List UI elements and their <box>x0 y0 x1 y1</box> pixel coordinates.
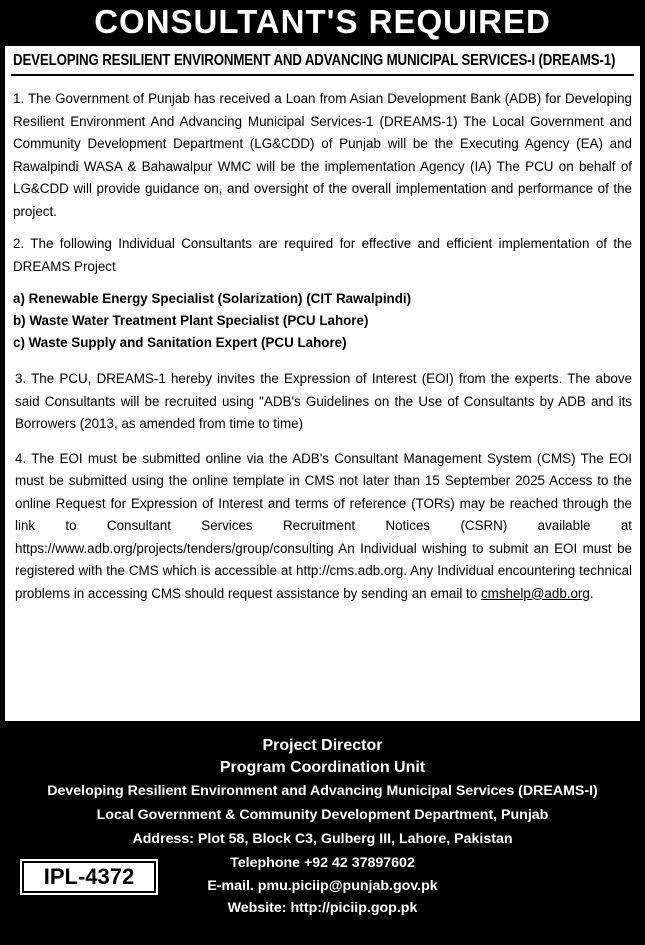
position-item: a) Renewable Energy Specialist (Solarization) (CIT Rawalpindi) <box>13 291 412 306</box>
footer-website[interactable]: Website: http://piciip.gop.pk <box>227 900 418 916</box>
paragraph-3: 3. The PCU, DREAMS-1 hereby invites the Expression of Interest (EOI) from the experts. The above said Consultants will be recruited using "ADB's Guidelines on the Use of Consultants by ADB and its Borrowers (2013, as amended from time to time) <box>15 371 632 431</box>
footer-telephone: Telephone +92 42 37897602 <box>230 855 415 871</box>
contact-footer <box>0 727 645 945</box>
ipl-code-badge: IPL-4372 <box>22 861 156 893</box>
footer-project: Developing Resilient Environment and Advancing Municipal Services (DREAMS-I) <box>47 783 598 799</box>
footer-unit: Program Coordination Unit <box>219 759 426 776</box>
paragraph-4 <box>15 448 632 606</box>
footer-department: Local Government & Community Development Department, Punjab <box>96 807 549 823</box>
footer-email[interactable]: E-mail. pmu.piciip@punjab.gov.pk <box>207 878 438 894</box>
footer-title: Project Director <box>262 737 383 754</box>
paragraph-4-text: 4. The EOI must be submitted online via the ADB's Consultant Management System (CMS) The EOI must be submitted using the online template in CMS not later than 15 September 2025 Access to the online Request for Expression of Interest and terms of reference (TORs) may be reached through the link to Consultant Services Recruitment Notices (CSRN) available at https://www.adb.org/projects/tenders/group/consulting An Individual wishing to submit an EOI must be registered with the CMS which is accessible at http://cms.adb.org. Any Individual encountering technical problems in accessing CMS should request assistance by sending an email to <box>15 450 632 601</box>
position-item: c) Waste Supply and Sanitation Expert (PCU Lahore) <box>13 335 347 350</box>
paragraph-2: 2. The following Individual Consultants are required for effective and efficient implementation of the DREAMS Project <box>13 236 632 274</box>
project-subtitle: DEVELOPING RESILIENT ENVIRONMENT AND ADVANCING MUNICIPAL SERVICES-I (DREAMS-1) <box>13 52 616 69</box>
paragraph-1: 1. The Government of Punjab has received a Loan from Asian Development Bank (ADB) for Developing Resilient Environment And Advancing Municipal Services-1 (DREAMS-1) The Local Government and Community Development Department (LG&CDD) of Punjab will be the Executing Agency (EA) and Rawalpindi WASA & Bahawalpur WMC will be the implementation Agency (IA) The PCU on behalf of LG&CDD will provide guidance on, and oversight of the overall implementation and performance of the project. <box>13 91 632 219</box>
notice-body <box>3 44 642 723</box>
paragraph-4-end: . <box>589 585 594 601</box>
header-banner <box>0 0 645 44</box>
position-item: b) Waste Water Treatment Plant Specialist (PCU Lahore) <box>13 313 369 328</box>
page-title: CONSULTANT'S REQUIRED <box>94 3 551 40</box>
footer-address: Address: Plot 58, Block C3, Gulberg III, Lahore, Pakistan <box>132 831 513 847</box>
divider <box>11 74 634 76</box>
positions-list <box>13 288 632 354</box>
email-link[interactable]: cmshelp@adb.org <box>480 585 590 601</box>
